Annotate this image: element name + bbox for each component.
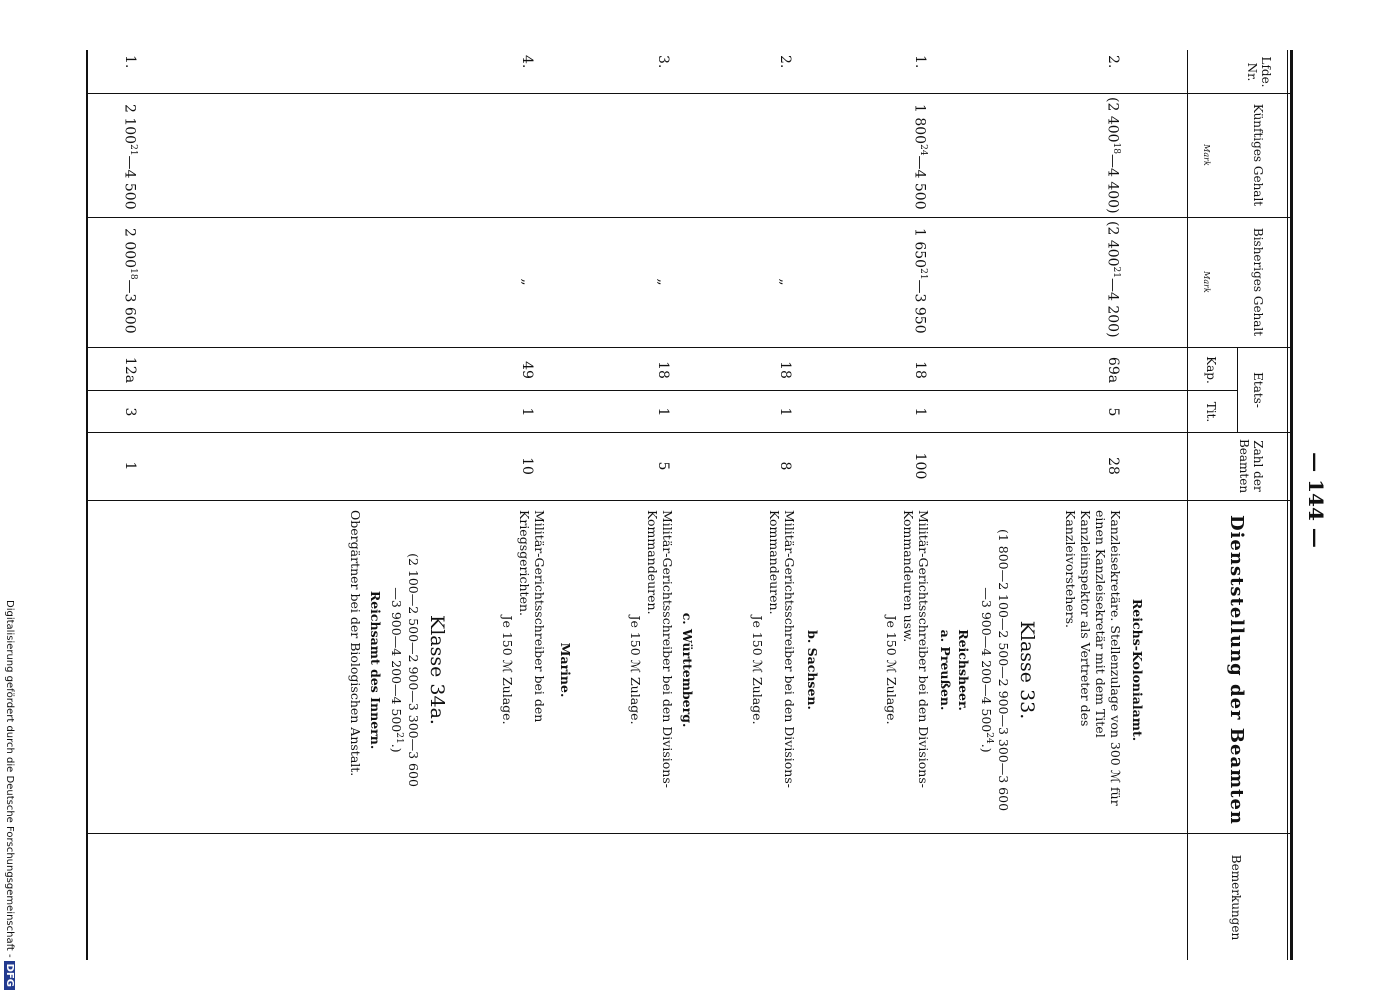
page-number: — 144 — — [1304, 452, 1328, 548]
zahl: 100 — [912, 452, 928, 480]
row-nr: 2. — [1105, 55, 1121, 69]
section-heading: Marine. — [558, 642, 573, 698]
kap: 18 — [912, 361, 928, 379]
klasse-scale: (2 100—2 500—2 900—3 300—3 600 —3 900—4 200—4 $500^{21}$.) — [388, 553, 421, 787]
kuenftig-gehalt: 1 $800^{24}—4$ 500 — [911, 104, 928, 210]
table-top-rule — [1290, 50, 1293, 960]
col-sep-kap-tit — [88, 390, 1238, 391]
col-sep-zahl — [88, 500, 1293, 501]
zahl: 10 — [519, 457, 535, 475]
zahl: 8 — [777, 461, 793, 471]
row-nr: 1. — [122, 55, 138, 69]
section-heading: Reichs-Kolonialamt. — [1130, 598, 1145, 742]
kuenftig-gehalt: 2 $100^{21}—4$ 500 — [121, 104, 138, 210]
bisher-gehalt-ditto: „ — [655, 278, 671, 286]
row-nr: 2. — [777, 55, 793, 69]
tit: 1 — [777, 407, 793, 417]
row-zulage: Je 150 ℳ Zulage. — [500, 615, 515, 725]
bisher-gehalt: (2 $400^{21}—4$ 200) — [1104, 221, 1121, 338]
subsection-heading: a. Preußen. — [938, 629, 953, 711]
row-nr: 3. — [655, 55, 671, 69]
header-kap: Kap. — [1204, 356, 1218, 384]
header-kuenftig-unit: Mark — [1202, 144, 1211, 166]
header-bemerkungen: Bemerkungen — [1229, 854, 1243, 941]
col-sep-nr — [88, 93, 1293, 94]
header-lfd-nr: Lfde. Nr. — [1245, 56, 1273, 88]
table-bottom-rule — [86, 50, 88, 960]
row-description: Militär-Gerichtsschreiber bei den Divisions-Kommandeuren. — [645, 510, 675, 788]
tit: 5 — [1105, 407, 1121, 417]
dfg-logo: DFG — [4, 961, 15, 990]
kap: 18 — [655, 361, 671, 379]
row-zulage: Je 150 ℳ Zulage. — [750, 615, 765, 725]
bisher-gehalt-ditto: „ — [519, 278, 535, 286]
header-dienststellung: Dienststellung der Beamten — [1226, 514, 1247, 826]
header-bottom-rule — [1187, 50, 1188, 960]
section-heading: Reichsamt des Innern. — [368, 590, 383, 750]
zahl: 5 — [655, 461, 671, 471]
subsection-heading: c. Württemberg. — [680, 612, 695, 728]
subsection-heading: b. Sachsen. — [805, 630, 820, 710]
section-heading: Reichsheer. — [956, 629, 971, 711]
kap: 49 — [519, 361, 535, 379]
kap: 18 — [777, 361, 793, 379]
bisher-gehalt: 2 $000^{18}—3$ 600 — [121, 228, 138, 334]
row-description: Militär-Gerichtsschreiber bei den Divisions-Kommandeuren usw. — [901, 510, 931, 788]
row-description: Kanzleisekretäre. Stellenzulage von 300 ℳ für einen Kanzleisekretär mit dem Titel Kanzleiinspektor als Vertreter des Kanzleivorstehers. — [1063, 510, 1123, 806]
row-description: Obergärtner bei der Biologischen Anstalt. — [348, 510, 363, 777]
header-bisher-unit: Mark — [1202, 271, 1211, 293]
kuenftig-gehalt: (2 $400^{18}—4$ 400) — [1104, 97, 1121, 214]
zahl: 28 — [1105, 457, 1121, 475]
klasse-title: Klasse 34a. — [426, 615, 448, 725]
tit: 1 — [912, 407, 928, 417]
klasse-title: Klasse 33. — [1016, 620, 1038, 720]
header-zahl-der-beamten: Zahl der Beamten — [1237, 438, 1265, 494]
row-description: Militär-Gerichtsschreiber bei den Divisions-Kommandeuren. — [767, 510, 797, 788]
dfg-footer-text: Digitalisierung gefördert durch die Deutsche Forschungsgemeinschaft - — [4, 600, 15, 958]
col-sep-dienst — [88, 833, 1293, 834]
tit: 1 — [655, 407, 671, 417]
row-nr: 1. — [912, 55, 928, 69]
kap: 12a — [122, 356, 138, 384]
klasse-scale: (1 800—2 100—2 500—2 900—3 300—3 600 —3 900—4 200—4 $500^{24}$.) — [978, 528, 1011, 812]
header-bisheriges-gehalt: Bisheriges Gehalt — [1251, 227, 1265, 337]
header-tit: Tit. — [1204, 401, 1218, 423]
col-sep-kuenftig — [88, 217, 1293, 218]
header-etats: Etats- — [1251, 372, 1265, 408]
row-zulage: Je 150 ℳ Zulage. — [628, 615, 643, 725]
zahl: 1 — [122, 461, 138, 471]
bisher-gehalt-ditto: „ — [777, 278, 793, 286]
header-kuenftiges-gehalt: Künftiges Gehalt — [1251, 103, 1265, 207]
dfg-footer — [4, 600, 15, 990]
row-description: Militär-Gerichtsschreiber bei den Kriegsgerichten. — [517, 510, 547, 723]
row-nr: 4. — [519, 55, 535, 69]
tit: 1 — [519, 407, 535, 417]
tit: 3 — [122, 407, 138, 417]
col-sep-bisher — [88, 347, 1293, 348]
col-sep-etats — [88, 432, 1293, 433]
bisher-gehalt: 1 $650^{21}—3$ 950 — [911, 228, 928, 334]
table-top-rule-thin — [1287, 50, 1288, 960]
row-zulage: Je 150 ℳ Zulage. — [884, 615, 899, 725]
kap: 69a — [1105, 356, 1121, 384]
